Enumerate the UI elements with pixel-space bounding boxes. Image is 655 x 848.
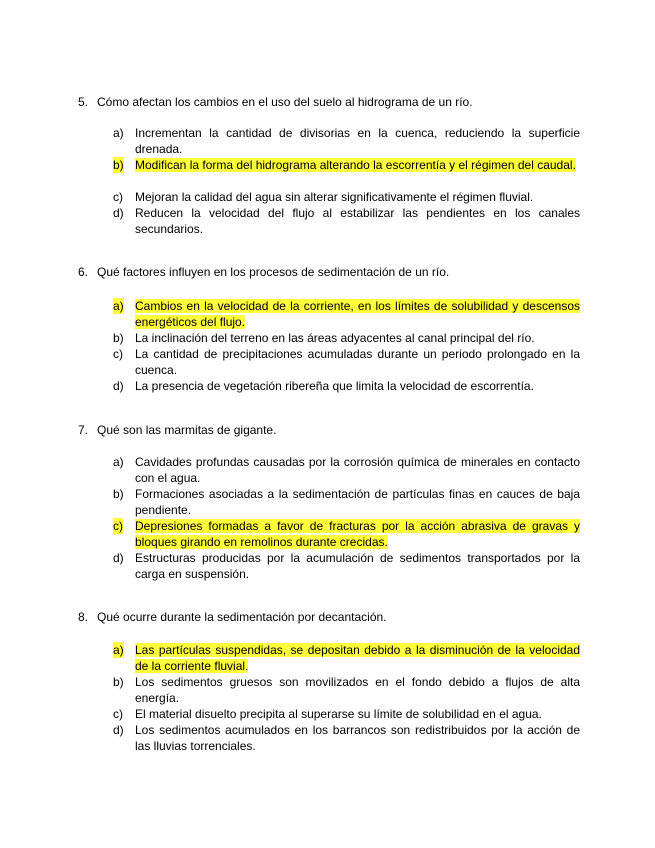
option-text: Los sedimentos gruesos son movilizados en el fondo debido a flujos de alta energía.: [135, 675, 580, 705]
question-5-option-a: [113, 125, 580, 157]
option-text: Mejoran la calidad del agua sin alterar significativamente el régimen fluvial.: [135, 190, 534, 204]
question-8-option-c: [113, 706, 580, 722]
option-letter: d): [113, 379, 124, 393]
question-7-option-d: [113, 550, 580, 582]
option-text: La cantidad de precipitaciones acumuladas durante un periodo prolongado en la cuenca.: [135, 347, 580, 377]
option-letter: d): [113, 206, 124, 220]
question-number: 8.: [78, 610, 89, 624]
option-letter: a): [113, 643, 124, 657]
question-number: 6.: [78, 265, 89, 279]
option-letter: d): [113, 723, 124, 737]
option-text-highlighted: Cambios en la velocidad de la corriente, en los límites de solubilidad y descensos energéticos del flujo.: [135, 299, 580, 329]
option-text: Estructuras producidas por la acumulación de sedimentos transportados por la carga en suspensión.: [135, 551, 580, 581]
option-letter: c): [113, 347, 123, 361]
option-text: El material disuelto precipita al superarse su límite de solubilidad en el agua.: [135, 707, 542, 721]
option-text-highlighted: Modifican la forma del hidrograma alterando la escorrentía y el régimen del caudal.: [135, 158, 576, 172]
question-6-option-b: [113, 330, 580, 346]
option-letter: b): [113, 331, 124, 345]
option-letter: a): [113, 126, 124, 140]
question-7-option-c: [113, 518, 580, 550]
option-text: Formaciones asociadas a la sedimentación de partículas finas en cauces de baja pendiente.: [135, 487, 580, 517]
question-6-option-d: [113, 378, 580, 394]
option-letter: d): [113, 551, 124, 565]
option-text-highlighted: Las partículas suspendidas, se depositan debido a la disminución de la velocidad de la corriente fluvial.: [135, 643, 580, 673]
option-text: La presencia de vegetación ribereña que limita la velocidad de escorrentía.: [135, 379, 534, 393]
question-text: Qué ocurre durante la sedimentación por decantación.: [97, 610, 387, 624]
question-6-option-a: [113, 298, 580, 330]
option-letter: c): [113, 707, 123, 721]
question-5: [78, 95, 473, 109]
question-text: Qué factores influyen en los procesos de sedimentación de un río.: [97, 265, 450, 279]
option-letter: b): [113, 675, 124, 689]
option-letter: c): [113, 519, 123, 533]
question-8-option-d: [113, 722, 580, 754]
question-6-option-c: [113, 346, 580, 378]
option-letter: c): [113, 190, 123, 204]
option-letter: b): [113, 158, 124, 172]
question-5-option-b: [113, 157, 580, 173]
option-text: Incrementan la cantidad de divisorias en la cuenca, reduciendo la superficie drenada.: [135, 126, 580, 156]
option-letter: a): [113, 299, 124, 313]
question-5-option-d: [113, 205, 580, 237]
option-text: Reducen la velocidad del flujo al estabilizar las pendientes en los canales secundarios.: [135, 206, 580, 236]
question-text: Cómo afectan los cambios en el uso del suelo al hidrograma de un río.: [97, 95, 473, 109]
question-7-option-b: [113, 486, 580, 518]
question-number: 7.: [78, 423, 89, 437]
question-number: 5.: [78, 95, 89, 109]
question-text: Qué son las marmitas de gigante.: [97, 423, 277, 437]
option-text: La inclinación del terreno en las áreas adyacentes al canal principal del río.: [135, 331, 535, 345]
option-text-highlighted: Depresiones formadas a favor de fracturas por la acción abrasiva de gravas y bloques girando en remolinos durante crecidas.: [135, 519, 580, 549]
question-7-option-a: [113, 454, 580, 486]
question-5-option-c: [113, 189, 580, 205]
option-text: Los sedimentos acumulados en los barrancos son redistribuidos por la acción de las lluvias torrenciales.: [135, 723, 580, 753]
option-text: Cavidades profundas causadas por la corrosión química de minerales en contacto con el agua.: [135, 455, 580, 485]
option-letter: a): [113, 455, 124, 469]
question-8-option-a: [113, 642, 580, 674]
question-7: [78, 423, 276, 437]
question-8-option-b: [113, 674, 580, 706]
question-6: [78, 265, 449, 279]
question-8: [78, 610, 387, 624]
option-letter: b): [113, 487, 124, 501]
